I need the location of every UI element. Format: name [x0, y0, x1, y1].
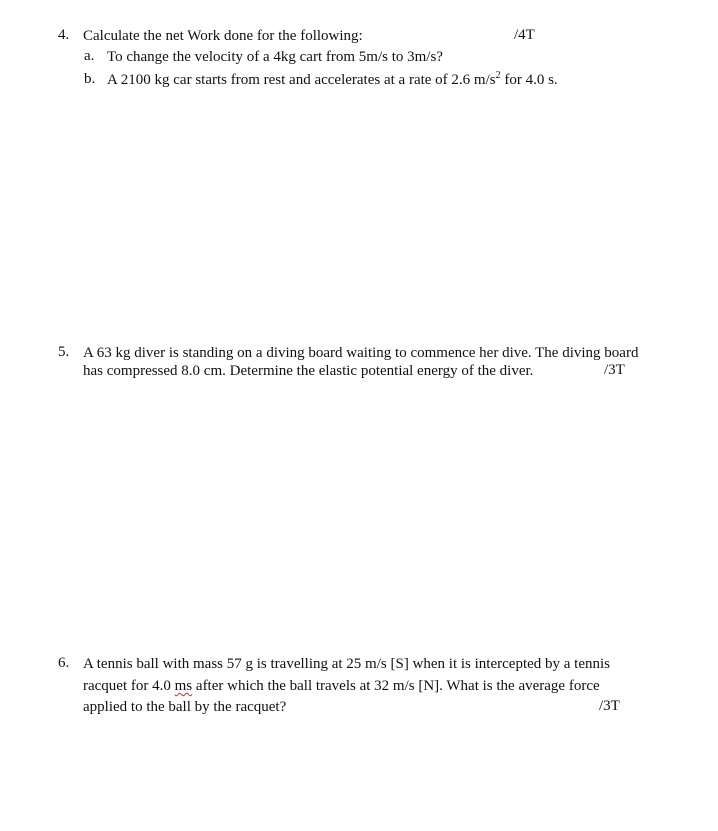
- question-6-number: 6.: [58, 655, 70, 671]
- spellcheck-flagged-word: ms: [174, 678, 193, 694]
- question-5-number: 5.: [58, 344, 70, 360]
- question-4-text: Calculate the net Work done for the following:: [83, 28, 363, 44]
- question-6-line-3: applied to the ball by the racquet?: [83, 699, 287, 715]
- question-5-line-2: has compressed 8.0 cm. Determine the elastic potential energy of the diver.: [83, 363, 534, 379]
- question-4b-text: A 2100 kg car starts from rest and accelerates at a rate of 2.6 $m/s^2$ for 4.0 s.: [107, 70, 558, 88]
- question-5-marks: /3T: [604, 362, 625, 378]
- question-4b-exponent: 2: [495, 70, 501, 81]
- question-5-line-1: A 63 kg diver is standing on a diving board waiting to commence her dive. The diving board: [83, 345, 639, 361]
- question-4-number: 4.: [58, 27, 70, 43]
- question-4b-label: b.: [84, 71, 96, 87]
- question-4-marks: /4T: [514, 27, 535, 43]
- question-4a-text: To change the velocity of a 4kg cart from 5m/s to 3m/s?: [107, 49, 443, 65]
- question-6-marks: /3T: [599, 698, 620, 714]
- question-6-line-2: racquet for 4.0 ms after which the ball travels at 32 m/s [N]. What is the average force: [83, 678, 600, 694]
- question-4a-label: a.: [84, 48, 95, 64]
- question-6-line-1: A tennis ball with mass 57 g is travelling at 25 m/s [S] when it is intercepted by a tennis: [83, 656, 611, 672]
